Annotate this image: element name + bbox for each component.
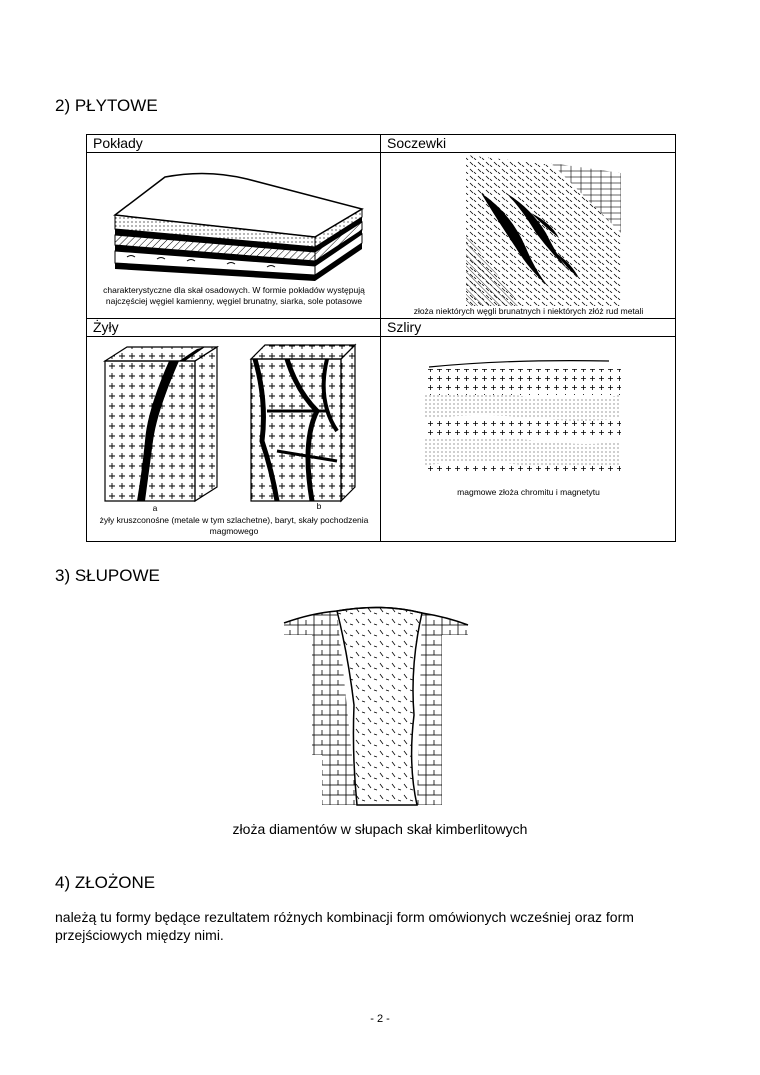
zlozone-paragraph: należą tu formy będące rezultatem różnych kombinacji form omówionych wcześniej oraz form przejściowych między nimi.	[55, 909, 634, 943]
deposit-forms-table	[86, 134, 676, 542]
soczewki-illustration	[381, 153, 676, 311]
header-poklady: Pokłady	[87, 135, 381, 153]
section-heading-zlozone: 4) ZŁOŻONE	[55, 873, 156, 892]
section-heading-plytowe: 2) PŁYTOWE	[55, 96, 158, 115]
poklady-caption: charakterystyczne dla skał osadowych. W formie pokładów występują najczęściej węgiel kamienny, węgiel brunatny, siarka, sole potasowe	[103, 285, 365, 306]
zyly-caption: żyły kruszconośne (metale w tym szlachetne), baryt, skały pochodzenia magmowego	[99, 515, 369, 536]
page-number: - 2 -	[370, 1013, 390, 1025]
slupowe-caption: złoża diamentów w słupach skał kimberlitowych	[232, 821, 528, 837]
header-szliry: Szliry	[381, 319, 676, 337]
header-soczewki: Soczewki	[381, 135, 676, 153]
zyly-cell	[87, 337, 380, 541]
szliry-illustration	[381, 347, 676, 487]
poklady-cell	[87, 153, 380, 318]
zyly-illustration	[87, 341, 381, 511]
szliry-cell	[381, 337, 675, 541]
poklady-illustration	[87, 157, 381, 287]
szliry-caption: magmowe złoża chromitu i magnetytu	[457, 487, 600, 497]
section-heading-slupowe: 3) SŁUPOWE	[55, 566, 160, 585]
soczewki-caption: złoża niektórych węgli brunatnych i niektórych złóż rud metali	[413, 306, 644, 316]
zyly-label-b: b	[316, 501, 322, 511]
zyly-label-a: a	[152, 503, 158, 513]
header-zyly: Żyły	[87, 319, 381, 337]
soczewki-cell	[381, 153, 675, 318]
kimberlite-pipe-illustration	[282, 605, 472, 815]
